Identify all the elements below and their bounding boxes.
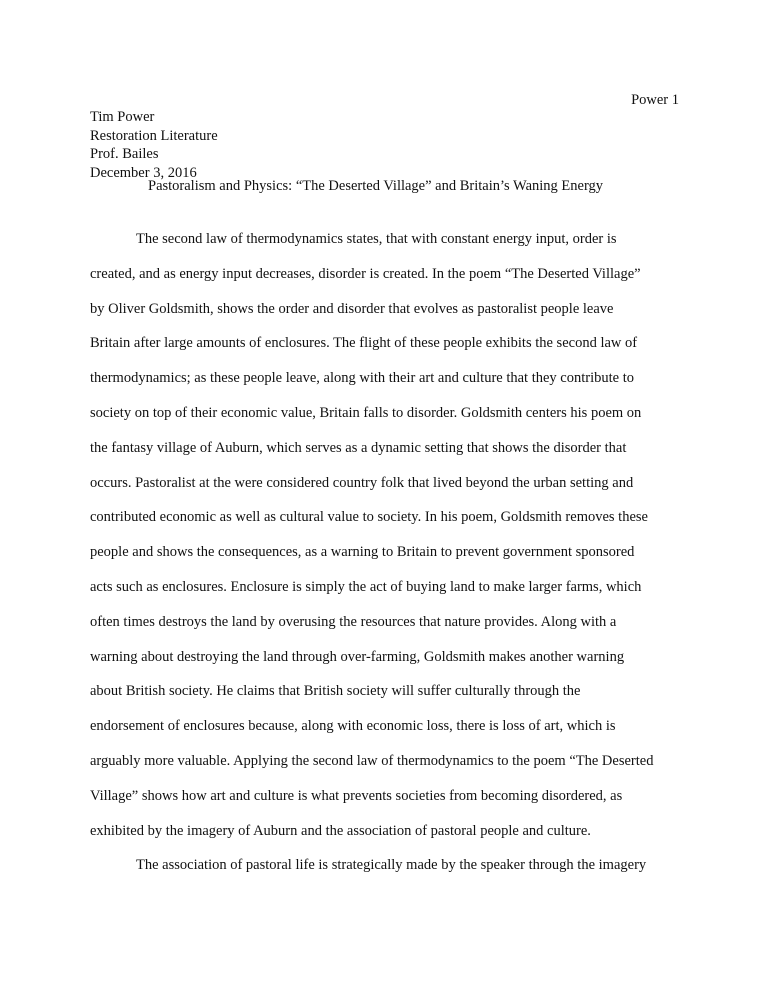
body-line: people and shows the consequences, as a warning to Britain to prevent government sponsored <box>90 544 635 561</box>
body-line: the fantasy village of Auburn, which serves as a dynamic setting that shows the disorder that <box>90 439 627 456</box>
author-name: Tim Power <box>90 109 155 125</box>
body-line: contributed economic as well as cultural value to society. In his poem, Goldsmith removes these <box>90 509 648 526</box>
body-line: occurs. Pastoralist at the were considered country folk that lived beyond the urban setting and <box>90 474 634 491</box>
body-line: by Oliver Goldsmith, shows the order and disorder that evolves as pastoralist people leave <box>90 300 614 317</box>
body-line: arguably more valuable. Applying the second law of thermodynamics to the poem “The Deserted <box>90 752 654 769</box>
body-line: thermodynamics; as these people leave, along with their art and culture that they contribute to <box>90 370 634 387</box>
body-line: Village” shows how art and culture is what prevents societies from becoming disordered, as <box>90 787 623 804</box>
body-line: The association of pastoral life is strategically made by the speaker through the imagery <box>136 857 647 874</box>
body-line: warning about destroying the land through over-farming, Goldsmith makes another warning <box>90 648 625 665</box>
heading-block <box>90 108 218 182</box>
professor-name: Prof. Bailes <box>90 146 159 162</box>
body-line: created, and as energy input decreases, disorder is created. In the poem “The Deserted Village” <box>90 265 641 282</box>
essay-title: Pastoralism and Physics: “The Deserted Village” and Britain’s Waning Energy <box>148 178 604 194</box>
body-line: exhibited by the imagery of Auburn and the association of pastoral people and culture. <box>90 822 591 839</box>
body-line: endorsement of enclosures because, along with economic loss, there is loss of art, which is <box>90 718 616 735</box>
body-line: Britain after large amounts of enclosures. The flight of these people exhibits the second law of <box>90 335 638 352</box>
body-line: often times destroys the land by overusing the resources that nature provides. Along with a <box>90 613 617 630</box>
body-line: about British society. He claims that British society will suffer culturally through the <box>90 683 581 700</box>
running-head: Power 1 <box>631 92 679 108</box>
course-name: Restoration Literature <box>90 127 218 144</box>
body-line: acts such as enclosures. Enclosure is simply the act of buying land to make larger farms, which <box>90 578 642 595</box>
essay-body <box>90 230 680 891</box>
body-line: The second law of thermodynamics states, that with constant energy input, order is <box>136 231 617 247</box>
date: December 3, 2016 <box>90 164 197 181</box>
body-line: society on top of their economic value, Britain falls to disorder. Goldsmith centers his poem on <box>90 404 642 421</box>
